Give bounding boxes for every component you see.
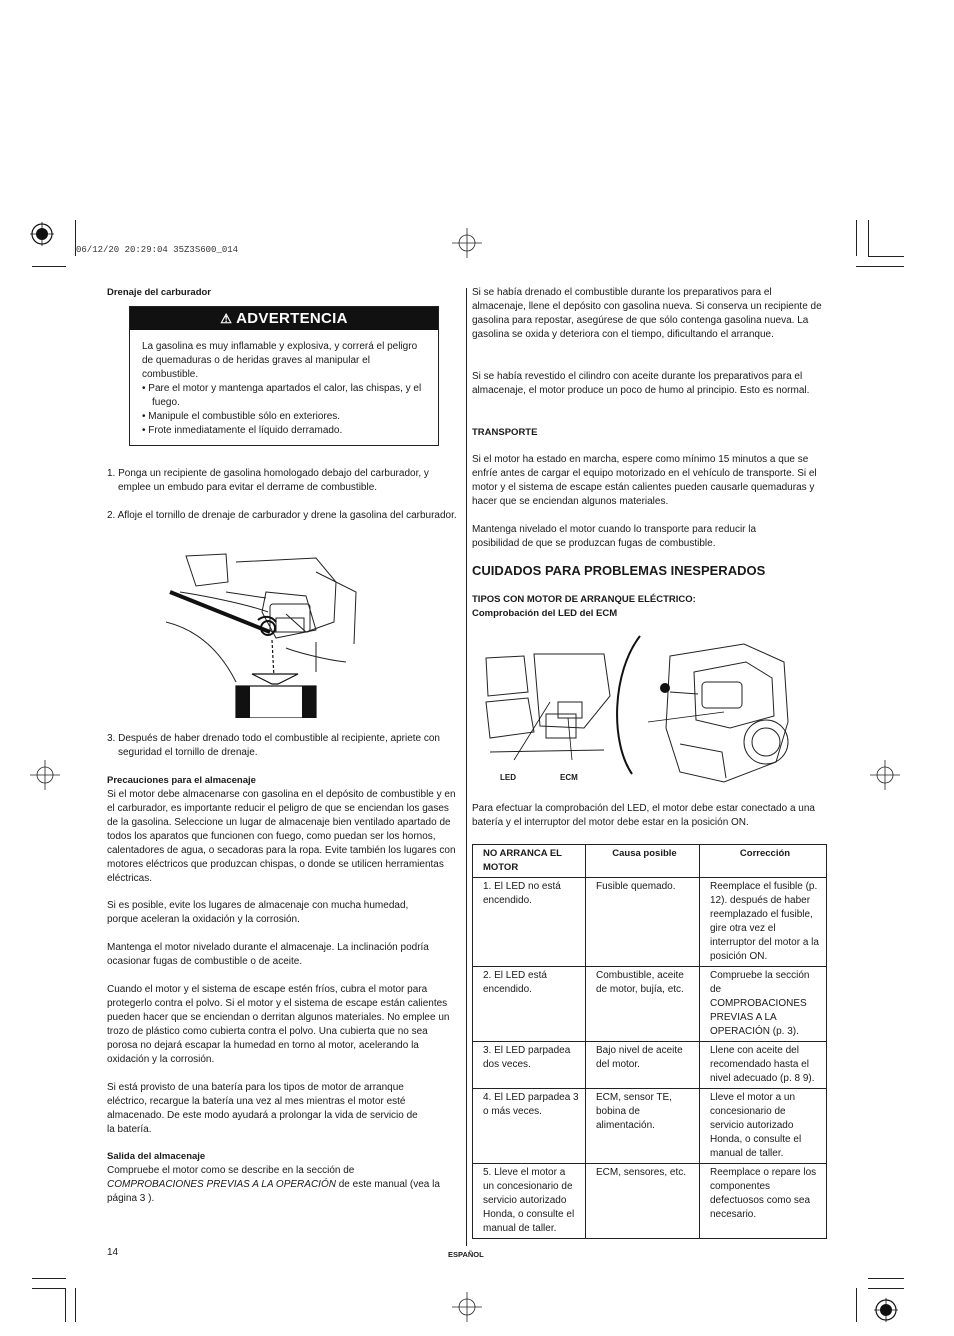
warning-triangle-icon: ⚠: [220, 311, 233, 326]
warning-bullet: • Pare el motor y mantenga apartados el calor, las chispas, y el fuego.: [142, 383, 422, 408]
refill-para: Si se había drenado el combustible durante los preparativos para el almacenaje, llene el depósito con gasolina nueva. Si conserva un recipiente de gasolina para repostar, asegúrese de que sólo contenga gasolina nueva. La gasolina se oxida y deteriora con el tiempo, dificultando el arranque.: [472, 287, 822, 340]
table-cell: 5. Lleve el motor a un concesionario de servicio autorizado Honda, o consulte el manual de taller.: [473, 1164, 586, 1239]
table-cell: Compruebe la sección de COMPROBACIONES PREVIAS A LA OPERACIÓN (p. 3).: [700, 967, 827, 1042]
crosshair-icon: [870, 760, 900, 790]
table-cell: 3. El LED parpadea dos veces.: [473, 1042, 586, 1089]
registration-target-icon: [30, 222, 54, 246]
transport-para: Mantenga nivelado el motor cuando lo transporte para reducir la posibilidad de que se produzcan fugas de combustible.: [472, 524, 757, 549]
crosshair-icon: [30, 760, 60, 790]
crosshair-icon: [452, 1292, 482, 1322]
troubleshooting-table: [472, 844, 827, 1239]
carburetor-drain-illustration: [166, 552, 362, 718]
table-cell: Reemplace el fusible (p. 12). después de haber reemplazado el fusible, gire otra vez el interruptor del motor a la posición ON.: [700, 878, 827, 967]
warning-bullet: • Manipule el combustible sólo en exteriores.: [142, 411, 341, 422]
crosshair-icon: [452, 228, 482, 258]
storage-para: Si el motor debe almacenarse con gasolina en el depósito de combustible y en el carburador, es importante reducir el peligro de que se enciendan los gases de la gasolina. Seleccione un lugar de almacenaje bien ventilado apartado de todos los aparatos que funcionen con fuego, como puedan ser los hornos, calentadores de agua, o secadoras para la ropa. Evite también los lugares con motores eléctricos que produzcan chispas, o donde se utilicen herramientas eléctricas.: [107, 789, 456, 884]
table-cell: ECM, sensor TE, bobina de alimentación.: [586, 1089, 700, 1164]
table-header: Causa posible: [586, 845, 700, 878]
table-header: Corrección: [700, 845, 827, 878]
exit-storage-text: Compruebe el motor como se describe en la sección de COMPROBACIONES PREVIAS A LA OPERACIÓN de este manual (vea la página 3 ).: [107, 1165, 440, 1204]
ecm-led-illustration: [484, 632, 800, 792]
column-divider: [466, 288, 467, 1246]
transport-para: Si el motor ha estado en marcha, espere como mínimo 15 minutos a que se enfríe antes de cargar el equipo motorizado en el vehículo de transporte. Si el motor y el sistema de escape están calientes pueden causarle quemaduras y hacer que se enciendan algunos materiales.: [472, 454, 817, 507]
registration-target-icon: [874, 1298, 898, 1322]
table-cell: Combustible, aceite de motor, bujía, etc.: [586, 967, 700, 1042]
table-row: [473, 1089, 827, 1164]
table-cell: ECM, sensores, etc.: [586, 1164, 700, 1239]
transport-heading: TRANSPORTE: [472, 427, 538, 438]
step-3: 3. Después de haber drenado todo el combustible al recipiente, apriete con seguridad el tornillo de drenaje.: [107, 733, 440, 758]
print-header-code: 06/12/20 20:29:04 35Z3S600_014: [76, 245, 239, 255]
page-number: 14: [107, 1247, 119, 1258]
table-row: [473, 878, 827, 967]
section-title: CUIDADOS PARA PROBLEMAS INESPERADOS: [472, 563, 766, 578]
table-row: [473, 967, 827, 1042]
warning-title: ⚠ ADVERTENCIA: [130, 307, 438, 330]
warning-box: [129, 306, 439, 446]
table-header: NO ARRANCA EL MOTOR: [473, 845, 586, 878]
step-1: 1. Ponga un recipiente de gasolina homologado debajo del carburador, y emplee un embudo para evitar el derrame de combustible.: [107, 468, 429, 493]
step-2: 2. Afloje el tornillo de drenaje de carburador y drene la gasolina del carburador.: [107, 510, 457, 521]
table-cell: 4. El LED parpadea 3 o más veces.: [473, 1089, 586, 1164]
led-check-para: Para efectuar la comprobación del LED, el motor debe estar conectado a una batería y el interruptor del motor debe estar en la posición ON.: [472, 803, 815, 828]
storage-para: Mantenga el motor nivelado durante el almacenaje. La inclinación podría ocasionar fugas de combustible o de aceite.: [107, 942, 429, 967]
table-cell: 1. El LED no está encendido.: [473, 878, 586, 967]
warning-bullet: • Frote inmediatamente el líquido derramado.: [142, 425, 343, 436]
table-row: [473, 1042, 827, 1089]
label-ecm: ECM: [560, 773, 578, 782]
label-led: LED: [500, 773, 516, 782]
table-cell: Fusible quemado.: [586, 878, 700, 967]
table-row: [473, 1164, 827, 1239]
table-header-row: [473, 845, 827, 878]
subheading-led-check: Comprobación del LED del ECM: [472, 608, 618, 619]
table-cell: 2. El LED está encendido.: [473, 967, 586, 1042]
table-cell: Bajo nivel de aceite del motor.: [586, 1042, 700, 1089]
storage-heading: Precauciones para el almacenaje: [107, 775, 256, 786]
storage-para: Cuando el motor y el sistema de escape estén fríos, cubra el motor para protegerlo contra el polvo. Si el motor y el sistema de escape están calientes pueden hacer que se enciendan o derritan algunos materiales. No emplee un trozo de plástico como cubierta contra el polvo. Una cubierta que no sea porosa no dejará escapar la humedad en torno al motor, acelerando la oxidación y la corrosión.: [107, 984, 450, 1065]
language-label: ESPAÑOL: [448, 1250, 484, 1259]
subheading-electric-start: TIPOS CON MOTOR DE ARRANQUE ELÉCTRICO:: [472, 594, 696, 605]
warning-intro: La gasolina es muy inflamable y explosiva, y correrá el peligro de quemaduras o de heridas graves al manipular el combustible.: [142, 341, 418, 380]
table-cell: Reemplace o repare los componentes defectuosos como sea necesario.: [700, 1164, 827, 1239]
table-cell: Lleve el motor a un concesionario de servicio autorizado Honda, o consulte el manual de taller.: [700, 1089, 827, 1164]
storage-para: Si es posible, evite los lugares de almacenaje con mucha humedad, porque aceleran la oxidación y la corrosión.: [107, 900, 409, 925]
storage-para: Si está provisto de una batería para los tipos de motor de arranque eléctrico, recargue la batería una vez al mes mientras el motor esté almacenado. De este modo ayudará a prolongar la vida de servicio de la batería.: [107, 1082, 418, 1135]
oil-smoke-para: Si se había revestido el cilindro con aceite durante los preparativos para el almacenaje, el motor produce un poco de humo al principio. Esto es normal.: [472, 371, 810, 396]
drain-heading: Drenaje del carburador: [107, 287, 212, 298]
exit-storage-heading: Salida del almacenaje: [107, 1151, 206, 1162]
table-cell: Llene con aceite del recomendado hasta el nivel adecuado (p. 8 9).: [700, 1042, 827, 1089]
